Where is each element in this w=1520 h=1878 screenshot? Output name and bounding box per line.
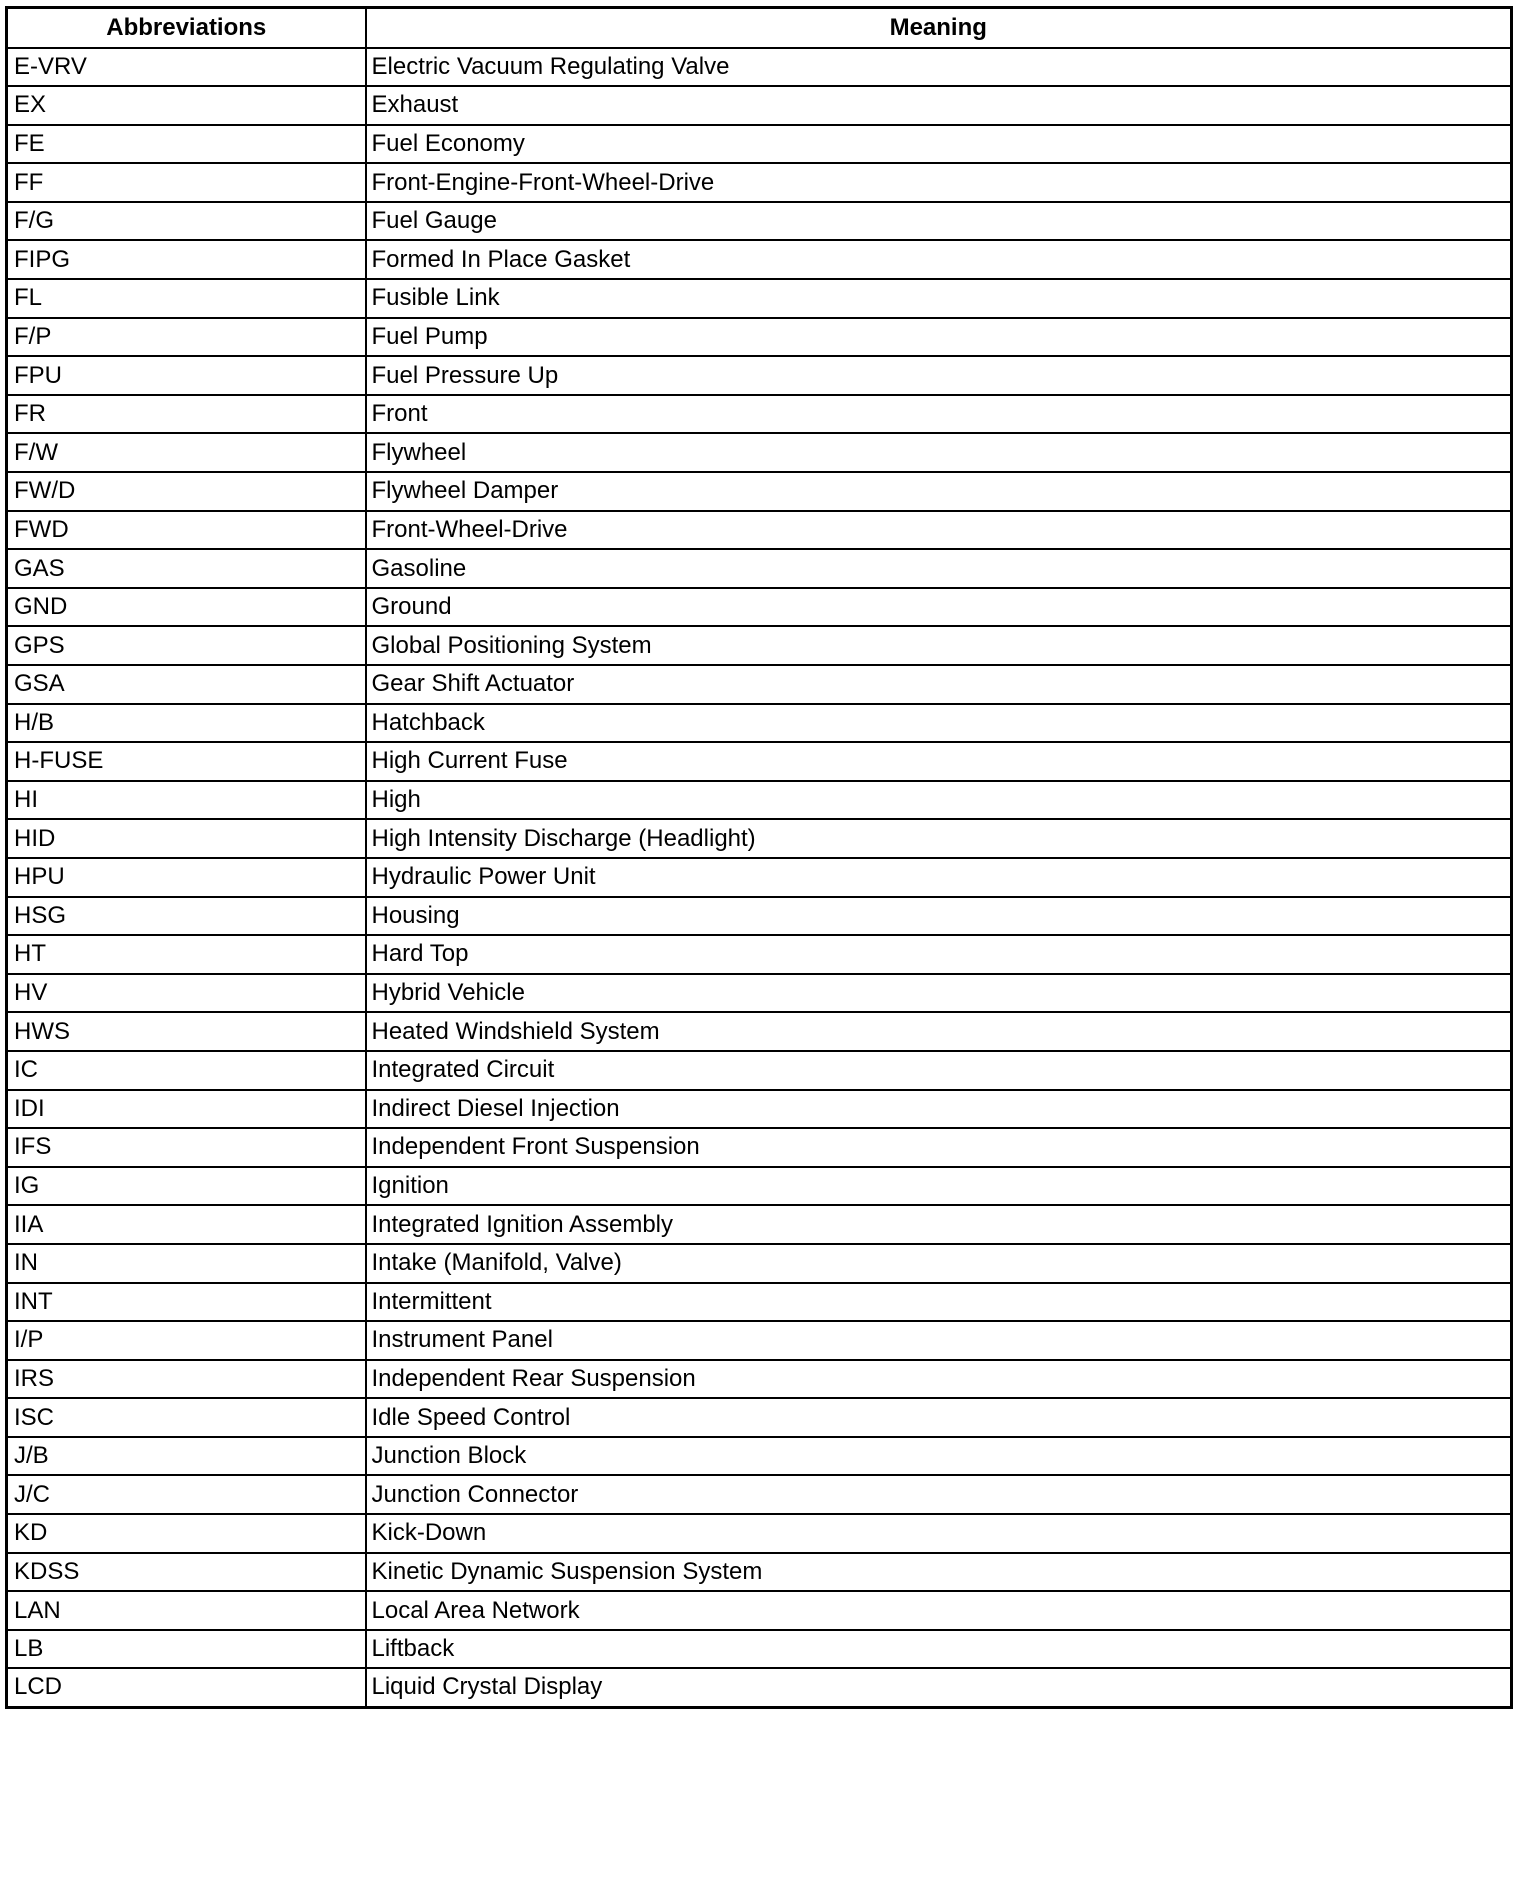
- abbreviation-cell: HV: [7, 974, 366, 1013]
- table-row: [7, 395, 1512, 434]
- table-row: [7, 742, 1512, 781]
- meaning-cell: Flywheel Damper: [366, 472, 1512, 511]
- abbreviation-cell: J/B: [7, 1437, 366, 1476]
- abbreviation-cell: KD: [7, 1514, 366, 1553]
- table-row: [7, 318, 1512, 357]
- table-row: [7, 549, 1512, 588]
- table-row: [7, 433, 1512, 472]
- abbreviation-cell: F/W: [7, 433, 366, 472]
- meaning-cell: Gear Shift Actuator: [366, 665, 1512, 704]
- table-row: [7, 1475, 1512, 1514]
- table-row: [7, 781, 1512, 820]
- table-row: [7, 1167, 1512, 1206]
- table-row: [7, 1051, 1512, 1090]
- table-row: [7, 858, 1512, 897]
- abbreviation-cell: FL: [7, 279, 366, 318]
- meaning-cell: Liftback: [366, 1630, 1512, 1669]
- meaning-cell: Instrument Panel: [366, 1321, 1512, 1360]
- table-body: [7, 48, 1512, 1708]
- abbreviation-cell: INT: [7, 1283, 366, 1322]
- meaning-cell: Exhaust: [366, 86, 1512, 125]
- table-row: [7, 48, 1512, 87]
- abbreviation-cell: F/G: [7, 202, 366, 241]
- abbreviations-table: [5, 6, 1513, 1709]
- abbreviation-cell: KDSS: [7, 1553, 366, 1592]
- abbreviation-cell: IRS: [7, 1360, 366, 1399]
- meaning-cell: Ignition: [366, 1167, 1512, 1206]
- meaning-cell: Ground: [366, 588, 1512, 627]
- abbreviation-cell: IFS: [7, 1128, 366, 1167]
- abbreviation-cell: FWD: [7, 511, 366, 550]
- meaning-cell: Intake (Manifold, Valve): [366, 1244, 1512, 1283]
- abbreviation-cell: GPS: [7, 626, 366, 665]
- table-row: [7, 819, 1512, 858]
- abbreviation-cell: FE: [7, 125, 366, 164]
- abbreviation-cell: HID: [7, 819, 366, 858]
- meaning-cell: Housing: [366, 897, 1512, 936]
- meaning-cell: Electric Vacuum Regulating Valve: [366, 48, 1512, 87]
- abbreviation-cell: EX: [7, 86, 366, 125]
- meaning-cell: Local Area Network: [366, 1591, 1512, 1630]
- meaning-cell: Intermittent: [366, 1283, 1512, 1322]
- abbreviation-cell: IIA: [7, 1205, 366, 1244]
- table-row: [7, 472, 1512, 511]
- table-row: [7, 1360, 1512, 1399]
- table-row: [7, 511, 1512, 550]
- abbreviation-cell: IN: [7, 1244, 366, 1283]
- meaning-cell: Heated Windshield System: [366, 1012, 1512, 1051]
- abbreviation-cell: FPU: [7, 356, 366, 395]
- abbreviation-cell: HPU: [7, 858, 366, 897]
- abbreviation-cell: IDI: [7, 1090, 366, 1129]
- table-row: [7, 1553, 1512, 1592]
- table-row: [7, 1283, 1512, 1322]
- meaning-cell: Hybrid Vehicle: [366, 974, 1512, 1013]
- table-row: [7, 1321, 1512, 1360]
- abbreviation-cell: LAN: [7, 1591, 366, 1630]
- abbreviation-cell: I/P: [7, 1321, 366, 1360]
- table-row: [7, 1205, 1512, 1244]
- abbreviation-cell: IC: [7, 1051, 366, 1090]
- table-row: [7, 1398, 1512, 1437]
- meaning-cell: Formed In Place Gasket: [366, 240, 1512, 279]
- meaning-cell: Junction Block: [366, 1437, 1512, 1476]
- abbreviation-cell: FF: [7, 163, 366, 202]
- abbreviation-cell: LCD: [7, 1668, 366, 1707]
- meaning-cell: High Current Fuse: [366, 742, 1512, 781]
- table-row: [7, 279, 1512, 318]
- meaning-cell: Fuel Pump: [366, 318, 1512, 357]
- abbreviation-cell: HI: [7, 781, 366, 820]
- table-row: [7, 1012, 1512, 1051]
- meaning-cell: Hard Top: [366, 935, 1512, 974]
- abbreviation-cell: H/B: [7, 704, 366, 743]
- meaning-cell: Fuel Pressure Up: [366, 356, 1512, 395]
- meaning-cell: Liquid Crystal Display: [366, 1668, 1512, 1707]
- table-row: [7, 1630, 1512, 1669]
- meaning-cell: Hydraulic Power Unit: [366, 858, 1512, 897]
- meaning-cell: Fusible Link: [366, 279, 1512, 318]
- meaning-cell: Kinetic Dynamic Suspension System: [366, 1553, 1512, 1592]
- meaning-cell: High: [366, 781, 1512, 820]
- header-meaning: Meaning: [366, 8, 1512, 48]
- table-row: [7, 897, 1512, 936]
- meaning-cell: Fuel Gauge: [366, 202, 1512, 241]
- meaning-cell: Gasoline: [366, 549, 1512, 588]
- table-row: [7, 202, 1512, 241]
- table-row: [7, 626, 1512, 665]
- meaning-cell: Junction Connector: [366, 1475, 1512, 1514]
- abbreviation-cell: J/C: [7, 1475, 366, 1514]
- table-row: [7, 1591, 1512, 1630]
- table-row: [7, 588, 1512, 627]
- table-row: [7, 86, 1512, 125]
- table-row: [7, 163, 1512, 202]
- abbreviation-cell: HWS: [7, 1012, 366, 1051]
- meaning-cell: Integrated Circuit: [366, 1051, 1512, 1090]
- table-row: [7, 125, 1512, 164]
- table-row: [7, 665, 1512, 704]
- abbreviation-cell: HT: [7, 935, 366, 974]
- abbreviation-cell: GSA: [7, 665, 366, 704]
- meaning-cell: Kick-Down: [366, 1514, 1512, 1553]
- table-row: [7, 1244, 1512, 1283]
- table-row: [7, 1668, 1512, 1707]
- abbreviation-cell: FW/D: [7, 472, 366, 511]
- abbreviation-cell: FR: [7, 395, 366, 434]
- abbreviation-cell: LB: [7, 1630, 366, 1669]
- table-row: [7, 1128, 1512, 1167]
- table-row: [7, 1514, 1512, 1553]
- table-row: [7, 1437, 1512, 1476]
- meaning-cell: Fuel Economy: [366, 125, 1512, 164]
- meaning-cell: Idle Speed Control: [366, 1398, 1512, 1437]
- abbreviation-cell: IG: [7, 1167, 366, 1206]
- table-row: [7, 935, 1512, 974]
- meaning-cell: High Intensity Discharge (Headlight): [366, 819, 1512, 858]
- meaning-cell: Indirect Diesel Injection: [366, 1090, 1512, 1129]
- abbreviation-cell: FIPG: [7, 240, 366, 279]
- table-header-row: [7, 8, 1512, 48]
- meaning-cell: Independent Front Suspension: [366, 1128, 1512, 1167]
- table-row: [7, 240, 1512, 279]
- abbreviation-cell: ISC: [7, 1398, 366, 1437]
- meaning-cell: Front: [366, 395, 1512, 434]
- table-row: [7, 974, 1512, 1013]
- meaning-cell: Independent Rear Suspension: [366, 1360, 1512, 1399]
- abbreviation-cell: GAS: [7, 549, 366, 588]
- abbreviation-cell: F/P: [7, 318, 366, 357]
- table-row: [7, 704, 1512, 743]
- abbreviation-cell: E-VRV: [7, 48, 366, 87]
- meaning-cell: Integrated Ignition Assembly: [366, 1205, 1512, 1244]
- meaning-cell: Flywheel: [366, 433, 1512, 472]
- meaning-cell: Front-Wheel-Drive: [366, 511, 1512, 550]
- abbreviation-cell: H-FUSE: [7, 742, 366, 781]
- table-row: [7, 356, 1512, 395]
- table-row: [7, 1090, 1512, 1129]
- header-abbreviations: Abbreviations: [7, 8, 366, 48]
- meaning-cell: Hatchback: [366, 704, 1512, 743]
- meaning-cell: Front-Engine-Front-Wheel-Drive: [366, 163, 1512, 202]
- abbreviation-cell: HSG: [7, 897, 366, 936]
- abbreviation-cell: GND: [7, 588, 366, 627]
- meaning-cell: Global Positioning System: [366, 626, 1512, 665]
